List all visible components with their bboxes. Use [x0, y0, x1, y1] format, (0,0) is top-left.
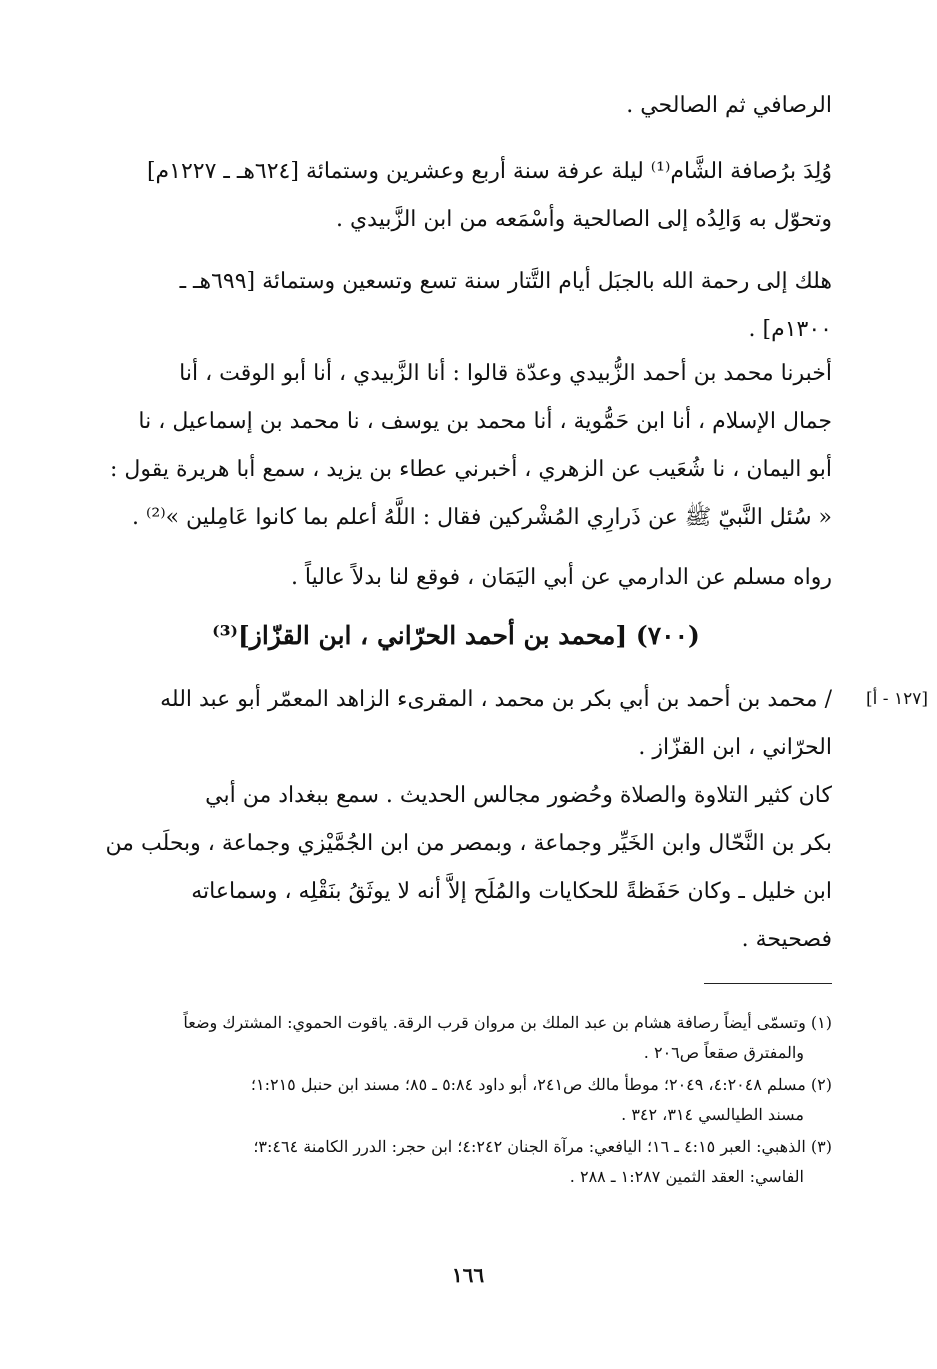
paragraph-entry-name [80, 676, 832, 772]
text-line: الحرّاني ، ابن القزّاز . [638, 735, 832, 760]
footnote-line: والمفترق صقعاً ص٢٠٦ . [643, 1043, 804, 1062]
paragraph-1 [80, 82, 832, 130]
text-line: رواه مسلم عن الدارمي عن أبي اليَمَان ، فوقع لنا بدلاً عالياً . [290, 565, 832, 590]
footnote-line: الفاسي: العقد الثمين ١:٢٨٧ ـ ٢٨٨ . [569, 1167, 804, 1186]
footnote-2 [80, 1070, 832, 1130]
page-number: ١٦٦ [451, 1263, 485, 1287]
text-line: كان كثير التلاوة والصلاة وحُضور مجالس الحديث . سمع ببغداد من أبي [205, 783, 832, 808]
footnotes [80, 1008, 832, 1194]
text-line: جمال الإسلام ، أنا ابن حَمُّوية ، أنا محمد بن يوسف ، نا محمد بن إسماعيل ، نا [138, 409, 832, 434]
text-line: أبو اليمان ، نا شُعَيب عن الزهري ، أخبرني عطاء بن يزيد ، سمع أبا هريرة يقول : [109, 457, 832, 482]
footnote-line: (٢) مسلم ٤:٢٠٤٨، ٢٠٤٩؛ موطأ مالك ص٢٤١، أبو داود ٥:٨٤ ـ ٨٥؛ مسند ابن حنبل ١:٢١٥؛ [250, 1075, 832, 1094]
text-line: بكر بن النَّحّال وابن الخَيِّر وجماعة ، وبمصر من ابن الجُمَّيْزي وجماعة ، وبحلَب من [105, 831, 832, 856]
footnote-divider [704, 983, 832, 984]
text-line: / محمد بن أحمد بن أبي بكر بن محمد ، المقرىء الزاهد المعمّر أبو عبد الله [160, 687, 832, 712]
footnote-1 [80, 1008, 832, 1068]
paragraph-narration [80, 554, 832, 602]
text-line: ١٣٠٠م] . [748, 317, 832, 342]
paragraph-hadith [80, 350, 832, 542]
text-line: أخبرنا محمد بن أحمد الزُّبيدي وعدّة قالوا : أنا الزَّبيدي ، أنا أبو الوقت ، أنا [179, 361, 832, 386]
footnote-line: (٣) الذهبي: العبر ٤:١٥ ـ ١٦؛ اليافعي: مرآة الجنان ٤:٢٤٢؛ ابن حجر: الدرر الكامنة ٣:٤٦٤؛ [253, 1137, 832, 1156]
footnote-line: (١) وتسمّى أيضاً رصافة هشام بن عبد الملك بن مروان قرب الرقة. ياقوت الحموي: المشترك وضعاً [183, 1013, 832, 1032]
footnote-3 [80, 1132, 832, 1192]
text-line: هلك إلى رحمة الله بالجبَل أيام التَّتار سنة تسع وتسعين وستمائة [٦٩٩هـ ـ [179, 269, 832, 294]
paragraph-biography [80, 772, 832, 964]
paragraph-death [80, 258, 832, 354]
footnote-line: مسند الطيالسي ٣١٤، ٣٤٢ . [621, 1105, 804, 1124]
text-line: « سُئل النَّبيّ ﷺ عن ذَرارِي المُشْركين فقال : اللَّهُ أعلم بما كانوا عَامِلين »⁽²⁾ . [131, 505, 832, 530]
text-line: الرصافي ثم الصالحي . [626, 93, 832, 118]
text-line: وتحوّل به وَالِدُه إلى الصالحية وأسْمَعه من ابن الزَّبيدي . [335, 207, 832, 232]
text-line: ابن خليل ـ وكان حَفَظةً للحكايات والمُلَح إلاَّ أنه لا يوثَقُ بنَقْلِه ، وسماعاته [191, 879, 832, 904]
text-line: وُلِدَ برُصافة الشَّام⁽¹⁾ ليلة عرفة سنة أربع وعشرين وستمائة [٦٢٤هـ ـ ١٢٢٧م] [146, 159, 832, 184]
text-line: فصحيحة . [741, 927, 832, 952]
margin-folio-reference: [١٢٧ - أ] [866, 689, 928, 709]
entry-heading: (٧٠٠) [محمد بن أحمد الحرّاني ، ابن القزّاز]⁽³⁾ [212, 621, 700, 650]
paragraph-birth [80, 148, 832, 244]
